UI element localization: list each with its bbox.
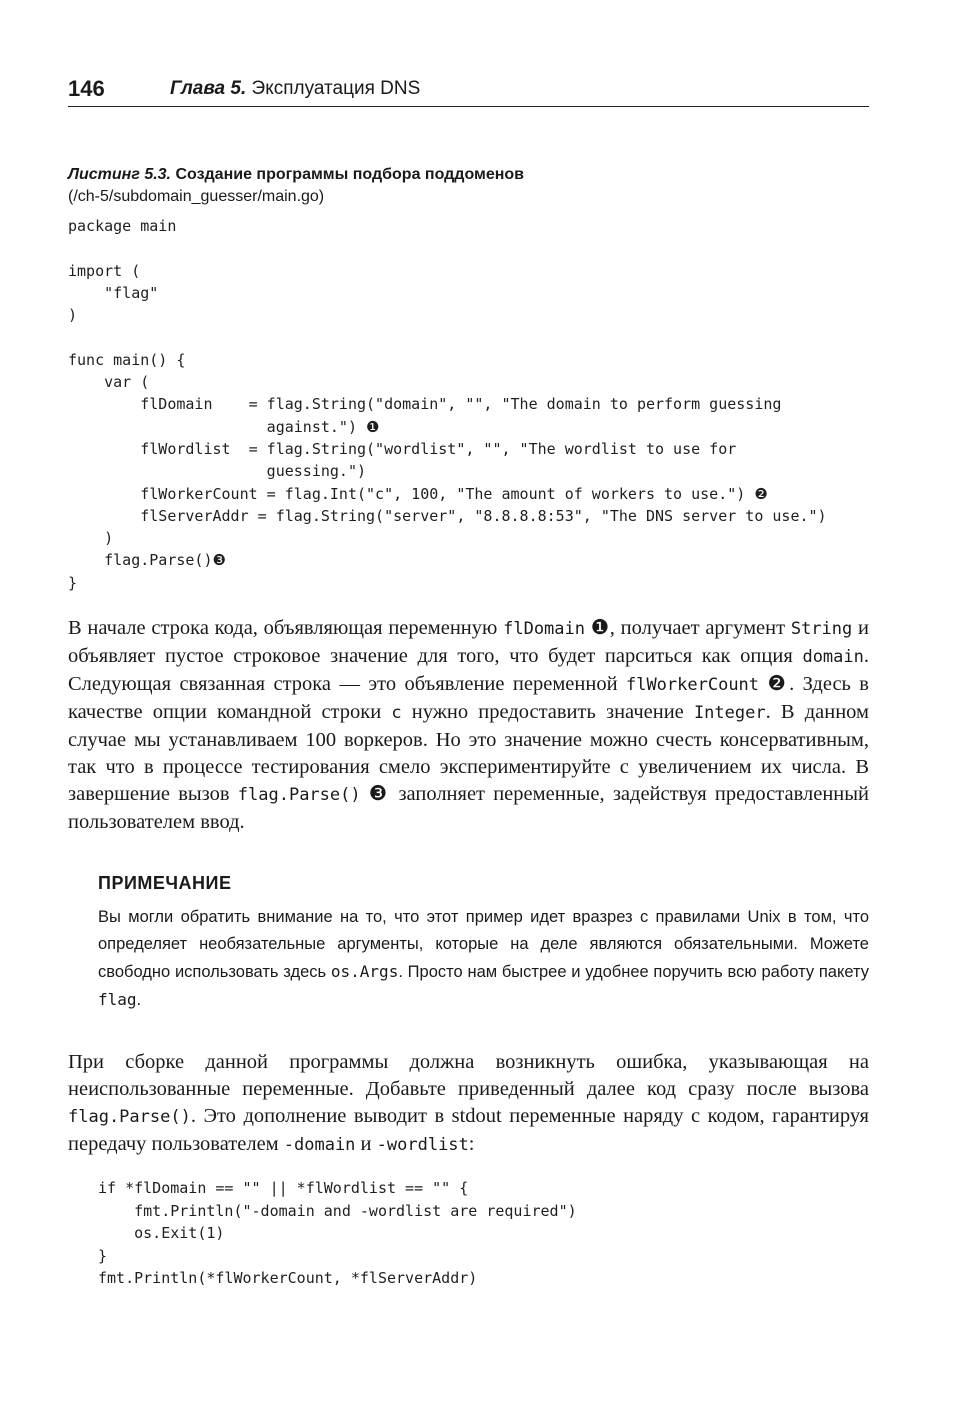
page-number: 146 xyxy=(68,76,105,101)
code-snippet-validation: if *flDomain == "" || *flWordlist == "" { fmt.Println("-domain and -wordlist are required") os.Exit(1) } fmt.Println(*flWorkerCount, *flServerAddr) xyxy=(98,1179,577,1287)
running-header xyxy=(68,74,869,107)
listing-label: Листинг 5.3. xyxy=(68,166,171,183)
code-listing: package main import ( "flag" ) func main() { var ( flDomain = flag.String("domain", "", "The domain to perform guessing against.") ❶ flWordlist = flag.String("wordlist", "", "The wordlist to use for guessing.") flWorkerCount = flag.Int("c", 100, "The amount of workers to use.") ❷ flServerAddr = flag.String("server", "8.8.8.8:53", "The DNS server to use.") ) flag.Parse()❸ } xyxy=(68,217,827,592)
note-body: Вы могли обратить внимание на то, что этот пример идет вразрез с правилами Unix в том, что определяет необязательные аргументы, которые на деле являются обязательными. Можете свободно использовать здесь os.Args. Просто нам быстрее и удобнее поручить всю работу пакету flag. xyxy=(98,908,869,1009)
listing-title: Создание программы подбора поддоменов xyxy=(175,166,525,183)
listing-path: (/ch-5/subdomain_guesser/main.go) xyxy=(68,188,325,205)
chapter-title: Эксплуатация DNS xyxy=(251,78,421,99)
paragraph-explanation: В начале строка кода, объявляющая переменную flDomain ❶, получает аргумент String и объявляет пустое строковое значение для того, что будет парситься как опция domain. Следующая связанная строка — это объявление переменной flWorkerCount ❷. Здесь в качестве опции командной строки c нужно предоставить значение Integer. В данном случае мы устанавливаем 100 воркеров. Но это значение можно счесть консервативным, так что в процессе тестирования смело экспериментируйте с увеличением их числа. В завершение вызов flag.Parse() ❸ заполняет переменные, задействуя предоставленный пользователем ввод. xyxy=(68,617,869,833)
listing-caption xyxy=(68,164,869,208)
note-title: ПРИМЕЧАНИЕ xyxy=(98,873,232,893)
chapter-heading xyxy=(170,78,420,100)
paragraph-build-error: При сборке данной программы должна возникнуть ошибка, указывающая на неиспользованные переменные. Добавьте приведенный далее код сразу после вызова flag.Parse(). Это дополнение выводит в stdout переменные наряду с кодом, гарантируя передачу пользователем -domain и -wordlist: xyxy=(68,1051,869,1155)
chapter-label: Глава 5. xyxy=(170,78,247,99)
